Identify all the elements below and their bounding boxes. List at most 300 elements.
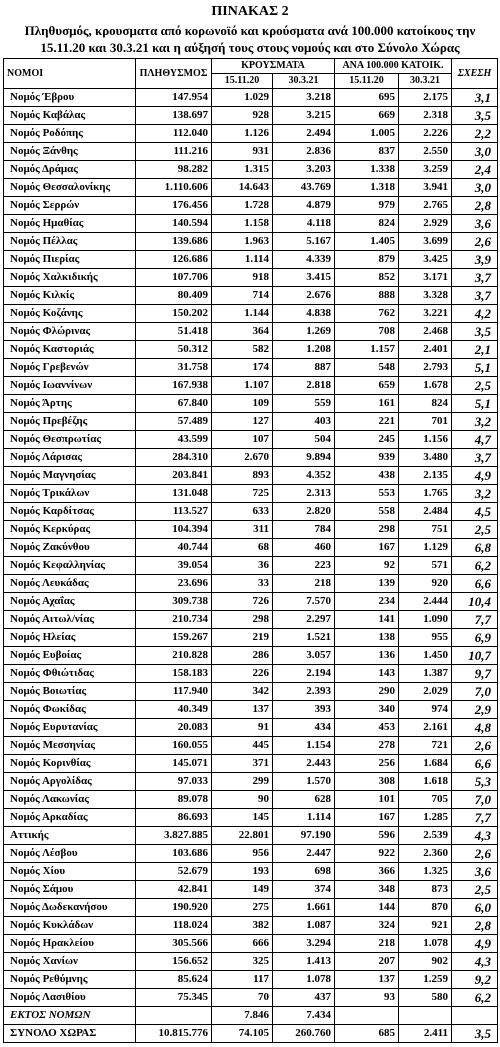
cell-nomos: Νομός Πρεβέζης [4,413,136,431]
cell-per100k-30-3-21: 902 [399,953,452,971]
cell-per100k-15-11-20: 167 [335,809,399,827]
cell-population: 107.706 [136,269,212,287]
cell-ratio: 3,7 [452,269,498,287]
cell-cases-30-3-21: 1.521 [273,629,335,647]
cell-cases-30-3-21: 460 [273,539,335,557]
cell-cases-30-3-21: 5.167 [273,233,335,251]
cell-cases-30-3-21: 2.313 [273,485,335,503]
cell-per100k-30-3-21: 1.156 [399,431,452,449]
table-row [4,827,498,845]
cell-per100k-30-3-21: 571 [399,557,452,575]
table-row [4,773,498,791]
cell-nomos: Νομός Φθιώτιδας [4,665,136,683]
cell-per100k-30-3-21: 974 [399,701,452,719]
cell-per100k-15-11-20: 93 [335,989,399,1007]
cell-ratio: 10,7 [452,647,498,665]
cell-per100k-30-3-21: 1.078 [399,935,452,953]
cell-cases-30-3-21: 2.194 [273,665,335,683]
cell-per100k-30-3-21: 1.129 [399,539,452,557]
cell-cases-15-11-20: 226 [212,665,273,683]
cell-per100k-30-3-21: 2.550 [399,143,452,161]
cell-cases-15-11-20: 325 [212,953,273,971]
cell-cases-15-11-20: 371 [212,755,273,773]
cell-population: 158.183 [136,665,212,683]
cell-nomos: Νομός Σάμου [4,881,136,899]
cell-ratio: 3,0 [452,143,498,161]
cell-nomos: Νομός Χίου [4,863,136,881]
cell-population: 52.679 [136,863,212,881]
cell-per100k-30-3-21: 2.318 [399,107,452,125]
cell-nomos: Νομός Ιωαννίνων [4,377,136,395]
cell-per100k-15-11-20: 1.338 [335,161,399,179]
table-row [4,395,498,413]
cell-per100k-15-11-20: 324 [335,917,399,935]
cell-per100k-15-11-20: 143 [335,665,399,683]
table-row [4,809,498,827]
cell-cases-15-11-20: 286 [212,647,273,665]
cell-cases-30-3-21: 3.415 [273,269,335,287]
cell-per100k-15-11-20: 139 [335,575,399,593]
cell-per100k-15-11-20: 438 [335,467,399,485]
cell-population: 20.083 [136,719,212,737]
cell-nomos: Νομός Τρικάλων [4,485,136,503]
cell-nomos: Νομός Ευρυτανίας [4,719,136,737]
cell-ratio: 5,3 [452,773,498,791]
cell-cases-30-3-21: 3.218 [273,89,335,107]
cell-nomos: Νομός Λασιθίου [4,989,136,1007]
cell-cases-15-11-20: 22.801 [212,827,273,845]
cell-per100k-15-11-20: 708 [335,323,399,341]
table-row [4,125,498,143]
table-row [4,683,498,701]
cell-population: 3.827.885 [136,827,212,845]
cell-per100k-15-11-20: 1.157 [335,341,399,359]
cell-cases-30-3-21: 784 [273,521,335,539]
cell-per100k-30-3-21: 3.480 [399,449,452,467]
cell-population: 160.055 [136,737,212,755]
cell-cases-30-3-21: 1.570 [273,773,335,791]
cell-per100k-15-11-20: 879 [335,251,399,269]
cell-cases-15-11-20: 91 [212,719,273,737]
table-row [4,89,498,107]
cell-cases-30-3-21: 260.760 [273,1025,335,1043]
header-date-per100k-1: 15.11.20 [335,74,399,89]
cell-cases-15-11-20: 109 [212,395,273,413]
cell-nomos: Νομός Καστοριάς [4,341,136,359]
cell-population: 103.686 [136,845,212,863]
cell-per100k-30-3-21: 2.793 [399,359,452,377]
table-row [4,755,498,773]
cell-cases-15-11-20: 582 [212,341,273,359]
cell-population: 190.920 [136,899,212,917]
table-row [4,251,498,269]
cell-ratio: 3,1 [452,89,498,107]
cell-cases-30-3-21: 3.203 [273,161,335,179]
cell-per100k-15-11-20: 922 [335,845,399,863]
table-body [4,89,498,1043]
cell-ratio: 7,7 [452,611,498,629]
cell-nomos: Νομός Έβρου [4,89,136,107]
table-row [4,467,498,485]
cell-nomos: Νομός Σερρών [4,197,136,215]
cell-cases-15-11-20: 7.846 [212,1007,273,1025]
cell-population: 131.048 [136,485,212,503]
cell-nomos: Νομός Κιλκίς [4,287,136,305]
cell-ratio: 7,7 [452,809,498,827]
cell-per100k-15-11-20: 234 [335,593,399,611]
cell-nomos: Νομός Θεσπρωτίας [4,431,136,449]
cell-cases-15-11-20: 342 [212,683,273,701]
table-row [4,791,498,809]
cell-ratio [452,1007,498,1025]
cell-per100k-15-11-20: 1.005 [335,125,399,143]
table-row [4,737,498,755]
cell-per100k-15-11-20: 141 [335,611,399,629]
cell-cases-15-11-20: 931 [212,143,273,161]
cell-population: 75.345 [136,989,212,1007]
cell-nomos: Νομός Χαλκιδικής [4,269,136,287]
cell-ratio: 6,0 [452,899,498,917]
cell-cases-30-3-21: 4.838 [273,305,335,323]
cell-population: 1.110.606 [136,179,212,197]
cell-cases-15-11-20: 174 [212,359,273,377]
table-row [4,359,498,377]
cell-ratio: 6,2 [452,557,498,575]
cell-per100k-30-3-21: 1.285 [399,809,452,827]
cell-population: 150.202 [136,305,212,323]
cell-nomos: Νομός Αρκαδίας [4,809,136,827]
cell-per100k-30-3-21: 920 [399,575,452,593]
cell-per100k-15-11-20: 348 [335,881,399,899]
cell-cases-15-11-20: 2.670 [212,449,273,467]
cell-cases-30-3-21: 1.154 [273,737,335,755]
cell-population: 156.652 [136,953,212,971]
table-row [4,539,498,557]
cell-cases-30-3-21: 1.413 [273,953,335,971]
cell-per100k-30-3-21: 3.425 [399,251,452,269]
cell-cases-15-11-20: 714 [212,287,273,305]
cell-ratio: 4,5 [452,503,498,521]
table-row [4,179,498,197]
cell-per100k-30-3-21: 2.539 [399,827,452,845]
cell-nomos: Νομός Πέλλας [4,233,136,251]
cell-nomos: Νομός Ηρακλείου [4,935,136,953]
cell-ratio: 10,4 [452,593,498,611]
cell-population: 89.078 [136,791,212,809]
cell-population: 118.024 [136,917,212,935]
cell-per100k-30-3-21: 1.450 [399,647,452,665]
cell-cases-15-11-20: 299 [212,773,273,791]
cell-cases-30-3-21: 4.879 [273,197,335,215]
cell-cases-30-3-21: 3.215 [273,107,335,125]
cell-cases-15-11-20: 928 [212,107,273,125]
cell-ratio: 4,7 [452,431,498,449]
cell-nomos: Νομός Δωδεκανήσου [4,899,136,917]
cell-cases-30-3-21: 2.836 [273,143,335,161]
cell-nomos: Νομός Ηλείας [4,629,136,647]
table-subtitle [0,22,500,56]
cell-per100k-30-3-21: 2.029 [399,683,452,701]
cell-nomos: Νομός Δράμας [4,161,136,179]
table-row [4,233,498,251]
cell-cases-15-11-20: 1.126 [212,125,273,143]
cell-nomos: Νομός Λέσβου [4,845,136,863]
cell-population: 305.566 [136,935,212,953]
cell-cases-15-11-20: 137 [212,701,273,719]
cell-per100k-15-11-20: 548 [335,359,399,377]
cell-cases-30-3-21: 223 [273,557,335,575]
cell-per100k-30-3-21: 751 [399,521,452,539]
cell-population: 40.349 [136,701,212,719]
cell-nomos: Νομός Ρεθύμνης [4,971,136,989]
cell-ratio: 3,9 [452,251,498,269]
cell-ratio: 7,0 [452,683,498,701]
cell-per100k-15-11-20: 245 [335,431,399,449]
cell-nomos: Νομός Ζακύνθου [4,539,136,557]
cell-ratio: 2,9 [452,701,498,719]
cell-nomos: Νομός Φλώρινας [4,323,136,341]
table-row [4,575,498,593]
cell-ratio: 6,8 [452,539,498,557]
cell-population: 159.267 [136,629,212,647]
cell-per100k-15-11-20: 92 [335,557,399,575]
cell-cases-15-11-20: 1.963 [212,233,273,251]
cell-ratio: 2,5 [452,377,498,395]
cell-cases-30-3-21: 504 [273,431,335,449]
cell-nomos: Νομός Κυκλάδων [4,917,136,935]
cell-population: 104.394 [136,521,212,539]
cell-nomos: Νομός Ημαθίας [4,215,136,233]
table-row [4,215,498,233]
cell-cases-15-11-20: 1.144 [212,305,273,323]
table-title: ΠΙΝΑΚΑΣ 2 [211,4,289,19]
cell-nomos: Νομός Αιτωλ/νίας [4,611,136,629]
cell-per100k-15-11-20: 453 [335,719,399,737]
cell-population: 80.409 [136,287,212,305]
cell-cases-30-3-21: 1.661 [273,899,335,917]
cell-cases-30-3-21: 218 [273,575,335,593]
cell-nomos: Νομός Ξάνθης [4,143,136,161]
table-row [4,485,498,503]
cell-ratio: 5,1 [452,359,498,377]
table-row [4,287,498,305]
cell-cases-15-11-20: 1.114 [212,251,273,269]
cell-cases-15-11-20: 1.158 [212,215,273,233]
cell-nomos: Νομός Χανίων [4,953,136,971]
cell-nomos: Νομός Άρτης [4,395,136,413]
cell-population: 113.527 [136,503,212,521]
cell-cases-30-3-21: 1.087 [273,917,335,935]
cell-cases-15-11-20: 193 [212,863,273,881]
cell-population: 210.828 [136,647,212,665]
cell-cases-30-3-21: 2.393 [273,683,335,701]
cell-nomos: Νομός Λευκάδας [4,575,136,593]
cell-per100k-15-11-20: 218 [335,935,399,953]
cell-per100k-15-11-20: 762 [335,305,399,323]
table-row [4,611,498,629]
cell-per100k-15-11-20: 558 [335,503,399,521]
cell-cases-15-11-20: 893 [212,467,273,485]
table-row [4,323,498,341]
cell-ratio: 3,7 [452,287,498,305]
table-row [4,269,498,287]
cell-ratio: 4,3 [452,827,498,845]
cell-cases-30-3-21: 1.208 [273,341,335,359]
table-row [4,593,498,611]
cell-nomos: Νομός Φωκίδας [4,701,136,719]
cell-cases-30-3-21: 4.339 [273,251,335,269]
table-row [4,701,498,719]
cell-ratio: 4,3 [452,953,498,971]
cell-cases-30-3-21: 374 [273,881,335,899]
cell-per100k-15-11-20: 685 [335,1025,399,1043]
header-row-1 [4,59,498,74]
cell-ratio: 2,5 [452,521,498,539]
cell-cases-30-3-21: 403 [273,413,335,431]
header-nomoi: ΝΟΜΟΙ [4,59,136,89]
table-row [4,971,498,989]
cell-population: 10.815.776 [136,1025,212,1043]
cell-per100k-15-11-20: 290 [335,683,399,701]
cell-population: 31.758 [136,359,212,377]
cell-per100k-30-3-21: 1.684 [399,755,452,773]
cell-population: 23.696 [136,575,212,593]
header-population: ΠΛΗΘΥΣΜΟΣ [136,59,212,89]
cell-per100k-30-3-21: 705 [399,791,452,809]
cell-cases-15-11-20: 633 [212,503,273,521]
cell-ratio: 9,2 [452,971,498,989]
cell-per100k-30-3-21: 1.618 [399,773,452,791]
cell-nomos: Νομός Βοιωτίας [4,683,136,701]
cell-cases-15-11-20: 117 [212,971,273,989]
cell-per100k-15-11-20: 596 [335,827,399,845]
cell-ratio: 6,6 [452,575,498,593]
cell-population: 176.456 [136,197,212,215]
cell-population: 85.624 [136,971,212,989]
cell-cases-15-11-20: 275 [212,899,273,917]
table-row [4,719,498,737]
cell-per100k-15-11-20: 1.405 [335,233,399,251]
cell-per100k-30-3-21: 2.765 [399,197,452,215]
cell-per100k-15-11-20: 659 [335,377,399,395]
table-row [4,629,498,647]
table-row [4,989,498,1007]
cell-cases-30-3-21: 2.818 [273,377,335,395]
cell-per100k-15-11-20: 278 [335,737,399,755]
cell-cases-30-3-21: 2.820 [273,503,335,521]
cell-ratio: 3,5 [452,323,498,341]
cell-population: 98.282 [136,161,212,179]
cell-cases-15-11-20: 445 [212,737,273,755]
cell-per100k-30-3-21: 580 [399,989,452,1007]
cell-per100k-15-11-20: 167 [335,539,399,557]
cell-cases-30-3-21: 4.118 [273,215,335,233]
cell-per100k-15-11-20: 101 [335,791,399,809]
cell-per100k-30-3-21: 1.387 [399,665,452,683]
table-row [4,917,498,935]
cell-per100k-15-11-20: 888 [335,287,399,305]
cell-population: 86.693 [136,809,212,827]
cell-population: 139.686 [136,233,212,251]
table-row [4,557,498,575]
cell-per100k-30-3-21: 3.941 [399,179,452,197]
cell-cases-30-3-21: 43.769 [273,179,335,197]
cell-cases-15-11-20: 74.105 [212,1025,273,1043]
cell-population: 309.738 [136,593,212,611]
cell-cases-30-3-21: 434 [273,719,335,737]
cell-cases-30-3-21: 7.570 [273,593,335,611]
cell-per100k-30-3-21: 3.221 [399,305,452,323]
cell-population [136,1007,212,1025]
table-row [4,881,498,899]
cell-cases-15-11-20: 127 [212,413,273,431]
cell-ratio: 2,6 [452,737,498,755]
header-cases: ΚΡΟΥΣΜΑΤΑ [212,59,335,74]
cell-cases-15-11-20: 149 [212,881,273,899]
table-row [4,953,498,971]
cell-ratio: 2,8 [452,917,498,935]
cell-cases-15-11-20: 725 [212,485,273,503]
table-row [4,1025,498,1043]
cell-population: 51.418 [136,323,212,341]
cell-per100k-15-11-20: 138 [335,629,399,647]
cell-cases-30-3-21: 559 [273,395,335,413]
cell-per100k-15-11-20: 308 [335,773,399,791]
cell-per100k-15-11-20: 979 [335,197,399,215]
cell-per100k-15-11-20: 161 [335,395,399,413]
cell-nomos: Αττικής [4,827,136,845]
cell-per100k-15-11-20: 136 [335,647,399,665]
table-row [4,341,498,359]
cell-per100k-15-11-20: 298 [335,521,399,539]
cell-population: 210.734 [136,611,212,629]
cell-per100k-30-3-21: 1.325 [399,863,452,881]
header-ratio: ΣΧΕΣΗ [452,59,498,89]
cell-per100k-30-3-21: 921 [399,917,452,935]
cell-per100k-30-3-21: 1.765 [399,485,452,503]
cell-nomos: Νομός Λάρισας [4,449,136,467]
cell-cases-30-3-21: 2.443 [273,755,335,773]
cell-cases-15-11-20: 1.107 [212,377,273,395]
cell-population: 147.954 [136,89,212,107]
cell-nomos: Νομός Θεσσαλονίκης [4,179,136,197]
cell-cases-15-11-20: 14.643 [212,179,273,197]
cell-per100k-15-11-20: 824 [335,215,399,233]
cell-nomos: Νομός Λακωνίας [4,791,136,809]
cell-cases-15-11-20: 726 [212,593,273,611]
cell-ratio: 5,1 [452,395,498,413]
cell-nomos: Νομός Καβάλας [4,107,136,125]
cell-cases-15-11-20: 70 [212,989,273,1007]
cell-per100k-15-11-20: 1.318 [335,179,399,197]
cell-ratio: 9,7 [452,665,498,683]
table-row [4,899,498,917]
cell-population: 39.054 [136,557,212,575]
table-row [4,449,498,467]
cell-population: 126.686 [136,251,212,269]
cell-per100k-30-3-21: 2.401 [399,341,452,359]
cell-population: 42.841 [136,881,212,899]
cell-per100k-15-11-20: 852 [335,269,399,287]
table-row [4,665,498,683]
cell-population: 117.940 [136,683,212,701]
cell-cases-30-3-21: 2.447 [273,845,335,863]
table-row [4,503,498,521]
cell-ratio: 6,2 [452,989,498,1007]
cell-population: 112.040 [136,125,212,143]
cell-population: 140.594 [136,215,212,233]
table-row [4,143,498,161]
